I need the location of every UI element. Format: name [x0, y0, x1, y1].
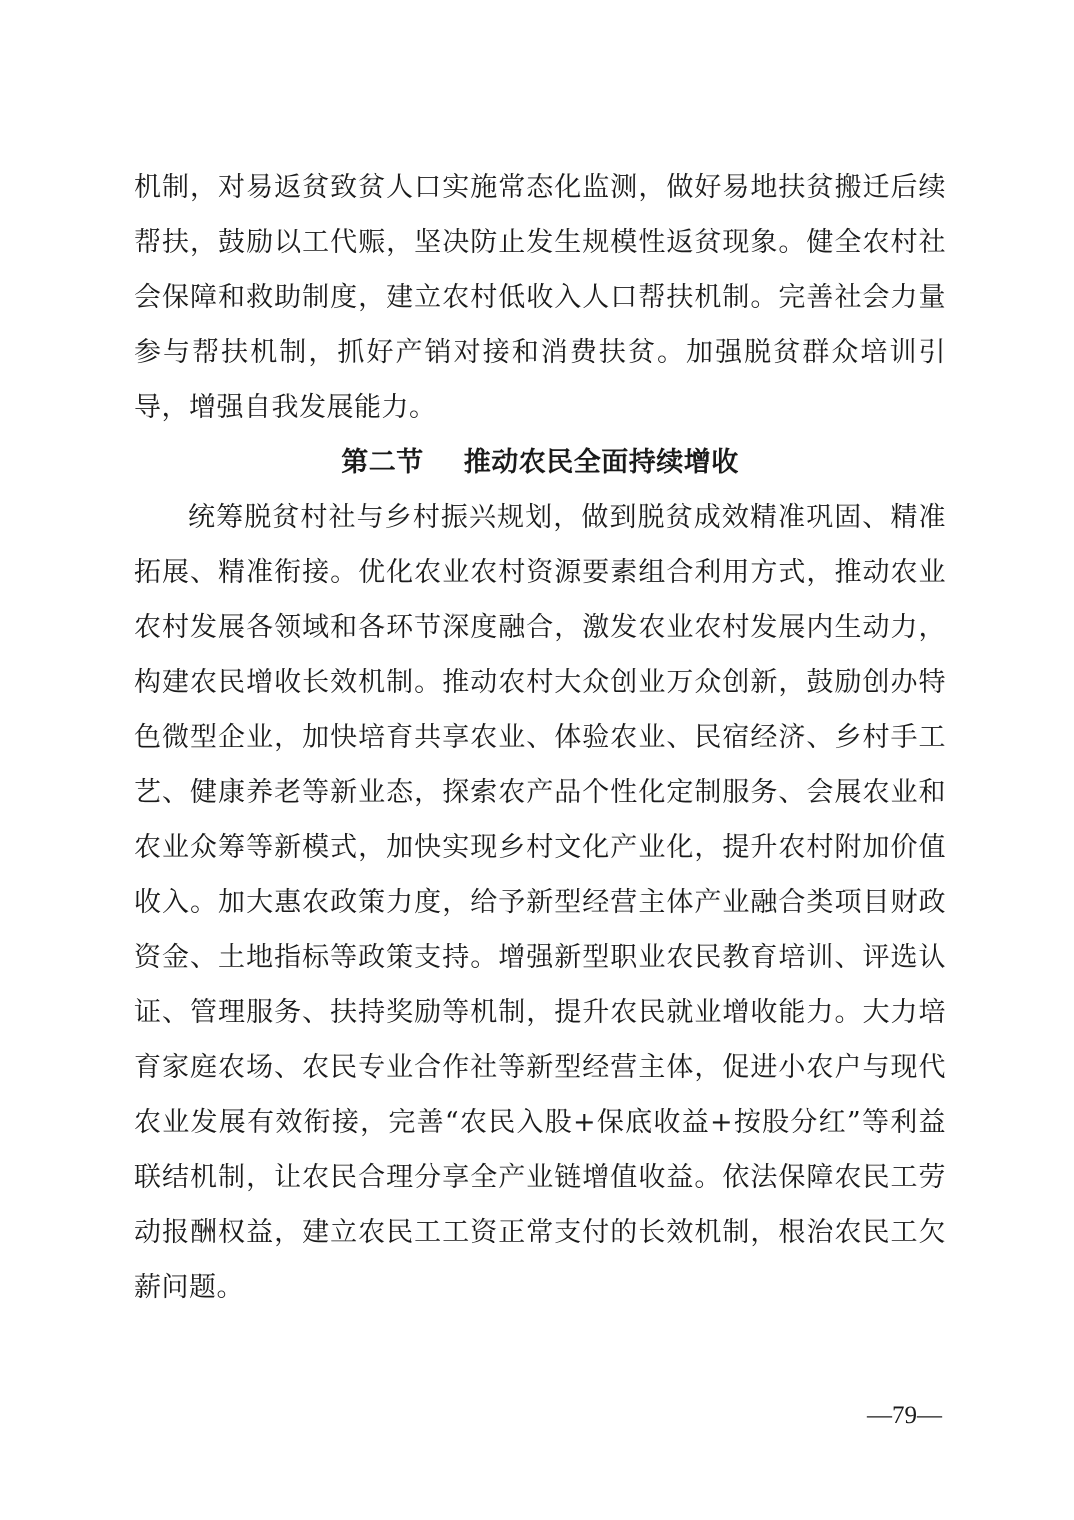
page-number: —79— [867, 1402, 942, 1429]
paragraph-body: 统筹脱贫村社与乡村振兴规划，做到脱贫成效精准巩固、精准拓展、精准衔接。优化农业农村资源要素组合利用方式，推动农业农村发展各领域和各环节深度融合，激发农业农村发展内生动力，构建农民增收长效机制。推动农村大众创业万众创新，鼓励创办特色微型企业，加快培育共享农业、体验农业、民宿经济、乡村手工艺、健康养老等新业态，探索农产品个性化定制服务、会展农业和农业众筹等新模式，加快实现乡村文化产业化，提升农村附加价值收入。加大惠农政策力度，给予新型经营主体产业融合类项目财政资金、土地指标等政策支持。增强新型职业农民教育培训、评选认证、管理服务、扶持奖励等机制，提升农民就业增收能力。大力培育家庭农场、农民专业合作社等新型经营主体，促进小农户与现代农业发展有效衔接，完善“农民入股+保底收益+按股分红”等利益联结机制，让农民合理分享全产业链增值收益。依法保障农民工劳动报酬权益，建立农民工工资正常支付的长效机制，根治农民工欠薪问题。 [134, 502, 946, 1303]
paragraph-continued: 机制，对易返贫致贫人口实施常态化监测，做好易地扶贫搬迁后续帮扶，鼓励以工代赈，坚决防止发生规模性返贫现象。健全农村社会保障和救助制度，建立农村低收入人口帮扶机制。完善社会力量参与帮扶机制，抓好产销对接和消费扶贫。加强脱贫群众培训引导，增强自我发展能力。 [134, 172, 946, 423]
section-heading [134, 435, 946, 490]
document-body [134, 160, 946, 1315]
section-number: 第二节 [341, 447, 424, 478]
section-title: 推动农民全面持续增收 [463, 447, 739, 478]
